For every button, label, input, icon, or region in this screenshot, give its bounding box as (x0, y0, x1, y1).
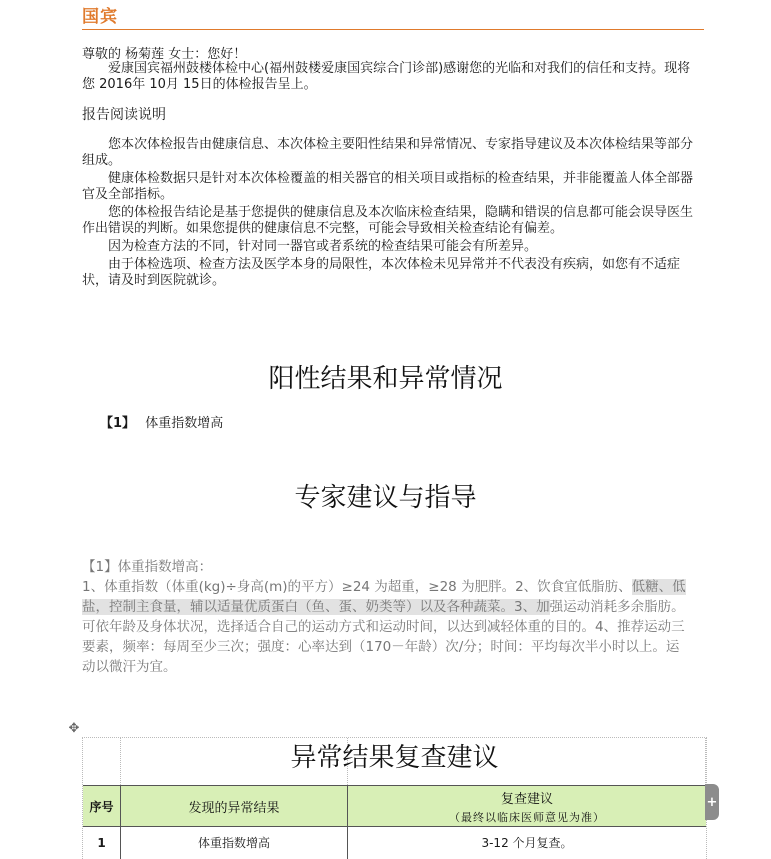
header-advice (347, 786, 706, 826)
table-header-row (83, 785, 706, 827)
expert-advice-body (82, 557, 686, 677)
recheck-table (82, 737, 707, 859)
header-divider (82, 29, 704, 30)
item-label: 体重指数增高 (145, 416, 224, 431)
intro-paragraph: 爱康国宾福州鼓楼体检中心(福州鼓楼爱康国宾综合门诊部)感谢您的光临和对我们的信任和支持。现将您 2016年 10月 15日的体检报告呈上。 (82, 61, 691, 92)
advice-text-2: 强运动消耗多余脂肪。可依年龄及身体状况，选择适合自己的运动方式和运动时间，以达到减轻体重的目的。4、推荐运动三要素，频率：每周至少三次；强度：心率达到（170－年龄）次/分；时间：平均每次半小时以上。运动以微汗为宜。 (82, 599, 685, 675)
table-row (83, 826, 706, 859)
reading-note-1: 您本次体检报告由健康信息、本次体检主要阳性结果和异常情况、专家指导建议及本次体检结果等部分组成。 (82, 137, 694, 168)
header-advice-note: （最终以临床医师意见为准） (449, 810, 605, 824)
row-finding: 体重指数增高 (120, 826, 347, 859)
row-index: 1 (97, 835, 106, 850)
positive-results-heading: 阳性结果和异常情况 (268, 364, 503, 394)
greeting-line: 尊敬的 杨菊莲 女士：您好！ (82, 47, 247, 62)
row-advice: 3-12 个月复查。 (347, 826, 706, 859)
item-number: 【1】 (100, 416, 136, 431)
header-advice-label: 复查建议 (500, 791, 553, 807)
header-index: 序号 (89, 799, 114, 814)
header-finding: 发现的异常结果 (120, 786, 347, 826)
reading-note-2: 健康体检数据只是针对本次体检覆盖的相关器官的相关项目或指标的检查结果，并非能覆盖人体全部器官及全部指标。 (82, 171, 694, 202)
positive-result-item (100, 412, 223, 431)
advice-text-1: 1、体重指数（体重(kg)÷身高(m)的平方）≥24 为超重，≥28 为肥胖。2、饮食宜低脂肪、 (82, 579, 632, 595)
reading-notes-title: 报告阅读说明 (82, 107, 166, 123)
reading-note-5: 由于体检选项、检查方法及医学本身的局限性，本次体检未见异常并不代表没有疾病，如您有不适症状，请及时到医院就诊。 (82, 257, 681, 288)
add-column-icon[interactable]: + (705, 784, 719, 820)
advice-text-highlight: 低糖、低盐，控制主食量，辅以适量优质蛋白（鱼、蛋、奶类等）以及各种蔬菜。3、加 (82, 579, 686, 615)
advice-item-title: 【1】体重指数增高： (82, 559, 213, 575)
expert-advice-heading: 专家建议与指导 (294, 483, 477, 513)
recheck-table-title: 异常结果复查建议 (290, 743, 499, 773)
reading-note-4: 因为检查方法的不同，针对同一器官或者系统的检查结果可能会有所差异。 (108, 239, 538, 254)
table-move-handle-icon[interactable]: ✥ (68, 721, 80, 736)
header-title: 国宾 (82, 7, 118, 27)
reading-note-3: 您的体检报告结论是基于您提供的健康信息及本次临床检查结果，隐瞒和错误的信息都可能会误导医生作出错误的判断。如果您提供的健康信息不完整，可能会导致相关检查结论有偏差。 (82, 205, 694, 236)
